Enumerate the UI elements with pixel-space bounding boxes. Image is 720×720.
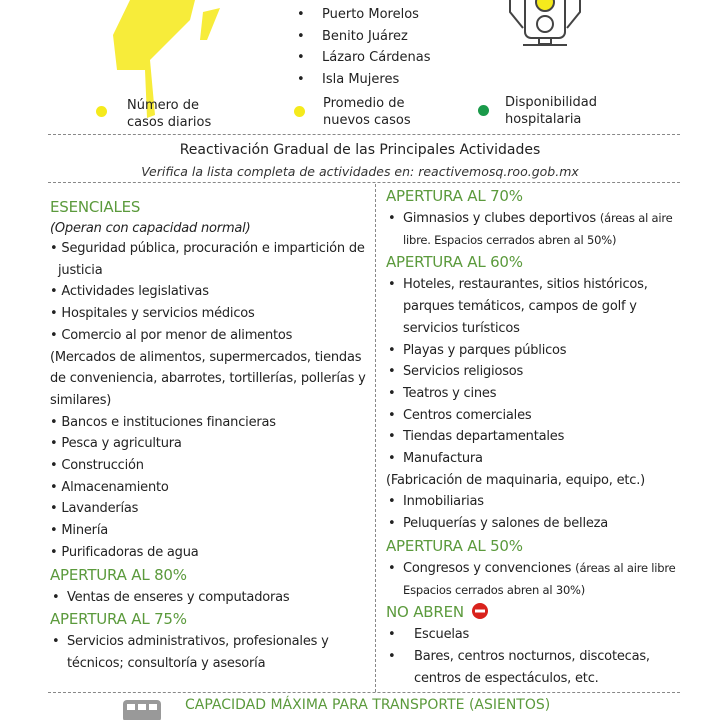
esenciales-heading: ESENCIALES xyxy=(50,198,141,216)
list-item: • Purificadoras de agua xyxy=(50,542,370,564)
no-entry-icon xyxy=(472,603,488,619)
list-item: • Hoteles, restaurantes, sitios históricos, parques temáticos, campos de golf y servicios turísticos xyxy=(386,274,686,339)
list-item: • Inmobiliarias xyxy=(386,491,686,513)
list-item: • Bancos e instituciones financieras xyxy=(50,412,370,434)
apertura-80-heading: APERTURA AL 80% xyxy=(50,565,187,584)
status-dot xyxy=(294,106,305,117)
divider xyxy=(48,134,680,135)
municipality: • Isla Mujeres xyxy=(297,69,431,91)
right-column xyxy=(386,185,686,689)
list-item: • Hospitales y servicios médicos xyxy=(50,303,370,325)
municipality: • Puerto Morelos xyxy=(297,4,431,26)
legend-label: Número de xyxy=(127,98,200,113)
apertura-70-heading: APERTURA AL 70% xyxy=(386,187,523,205)
list-item: • Servicios administrativos, profesionales y técnicos; consultoría y asesoría xyxy=(50,631,370,674)
legend-label: hospitalaria xyxy=(505,112,582,127)
column-divider xyxy=(375,184,376,692)
apertura-60-heading: APERTURA AL 60% xyxy=(386,253,523,272)
list-item: • Ventas de enseres y computadoras xyxy=(50,587,370,609)
list-item: • Centros comerciales xyxy=(386,405,686,427)
list-item: • Comercio al por menor de alimentos xyxy=(50,325,370,347)
legend-item xyxy=(505,94,597,128)
status-dot xyxy=(478,105,489,116)
list-item: • Servicios religiosos xyxy=(386,361,686,383)
legend-item xyxy=(323,95,411,129)
note: (Mercados de alimentos, supermercados, tiendas de conveniencia, abarrotes, tortillerías, pollerías y similares) xyxy=(50,349,366,408)
traffic-light-icon xyxy=(505,0,585,48)
section-subtitle: Verifica la lista completa de actividades en: reactivemosq.roo.gob.mx xyxy=(141,164,579,179)
note: (Operan con capacidad normal) xyxy=(50,221,251,236)
transport-heading: CAPACIDAD MÁXIMA PARA TRANSPORTE (ASIENTOS) xyxy=(185,697,551,713)
list-item: • Seguridad pública, procuración e impartición de justicia xyxy=(50,238,370,281)
list-item: • Bares, centros nocturnos, discotecas, centros de espectáculos, etc. xyxy=(386,646,686,689)
list-item: • Playas y parques públicos xyxy=(386,340,686,362)
list-item: • Escuelas xyxy=(386,624,686,646)
list-item: • Tiendas departamentales xyxy=(386,426,686,448)
list-item: • Lavanderías xyxy=(50,498,370,520)
note: (áreas al aire libre. Espacios cerrados abren al 50%) xyxy=(403,211,673,247)
list-item: Congresos y convenciones xyxy=(403,560,572,576)
list-item: • Actividades legislativas xyxy=(50,281,370,303)
municipality: • Lázaro Cárdenas xyxy=(297,47,431,69)
list-item: • Almacenamiento xyxy=(50,477,370,499)
note: (Fabricación de maquinaria, equipo, etc.) xyxy=(386,472,646,488)
list-item: • Peluquerías y salones de belleza xyxy=(386,513,686,535)
section-title: Reactivación Gradual de las Principales Actividades xyxy=(179,142,541,158)
note: (áreas al aire libre Espacios cerrados abren al 30%) xyxy=(403,560,676,597)
no-abren-heading: NO ABREN xyxy=(386,603,464,622)
list-item: • Minería xyxy=(50,520,370,542)
legend-label: Disponibilidad xyxy=(505,95,598,110)
legend-label: Promedio de xyxy=(323,96,405,111)
divider xyxy=(48,692,680,693)
status-dot xyxy=(96,106,107,117)
list-item: • Pesca y agricultura xyxy=(50,433,370,455)
list-item: Gimnasios y clubes deportivos xyxy=(403,211,596,226)
list-item: • Construcción xyxy=(50,455,370,477)
bus-icon xyxy=(123,700,163,720)
apertura-75-heading: APERTURA AL 75% xyxy=(50,610,187,629)
list-item: • Manufactura xyxy=(386,448,686,470)
municipality: • Benito Juárez xyxy=(297,26,431,48)
legend-label: casos diarios xyxy=(127,115,212,130)
divider xyxy=(48,182,680,183)
legend-label: nuevos casos xyxy=(323,113,411,128)
list-item: • Teatros y cines xyxy=(386,383,686,405)
left-column xyxy=(50,196,370,675)
municipality-list xyxy=(297,4,431,90)
apertura-50-heading: APERTURA AL 50% xyxy=(386,536,523,555)
legend-item xyxy=(127,97,211,131)
